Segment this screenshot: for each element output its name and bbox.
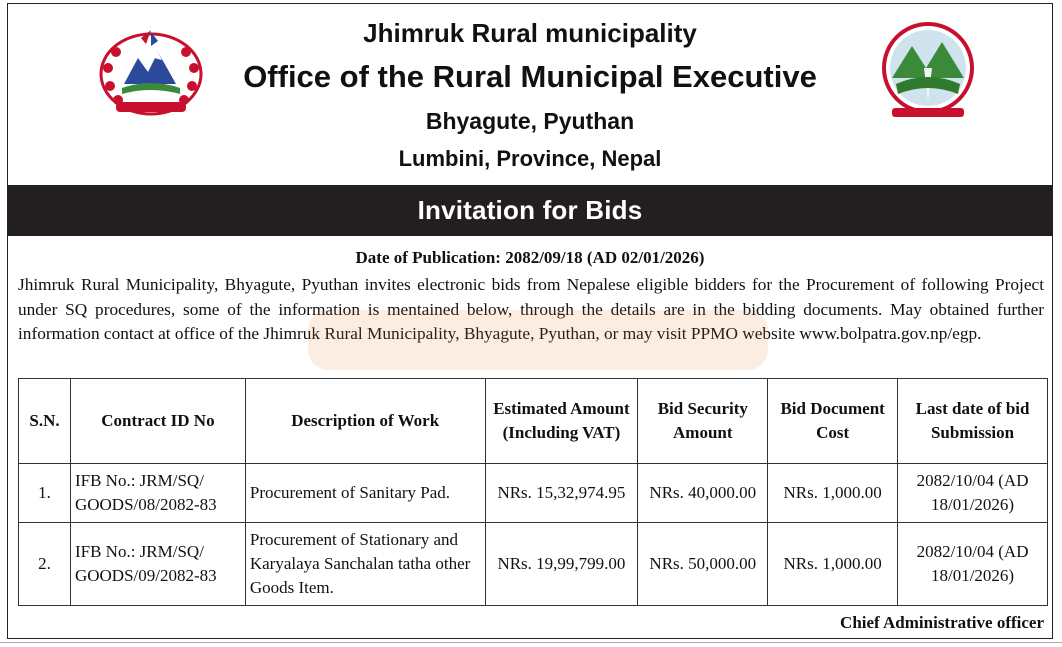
table-row bbox=[19, 464, 1048, 523]
col-header-description: Description of Work bbox=[245, 379, 485, 464]
cell-security: NRs. 40,000.00 bbox=[638, 464, 768, 523]
province-address: Lumbini, Province, Nepal bbox=[398, 146, 662, 171]
col-header-estimate: Estimated Amount (Including VAT) bbox=[485, 379, 638, 464]
cell-description: Procurement of Sanitary Pad. bbox=[245, 464, 485, 523]
table-header-row bbox=[19, 379, 1048, 464]
notice-banner: Invitation for Bids bbox=[8, 185, 1052, 236]
col-header-contract: Contract ID No bbox=[70, 379, 245, 464]
bid-table bbox=[18, 378, 1048, 606]
col-header-last-date: Last date of bid Submission bbox=[898, 379, 1048, 464]
cell-estimate: NRs. 15,32,974.95 bbox=[485, 464, 638, 523]
cell-contract: IFB No.: JRM/SQ/ GOODS/09/2082-83 bbox=[70, 523, 245, 606]
col-header-security: Bid Security Amount bbox=[638, 379, 768, 464]
cell-last-date: 2082/10/04 (AD 18/01/2026) bbox=[898, 464, 1048, 523]
office-title: Office of the Rural Municipal Executive bbox=[243, 59, 817, 94]
cell-doc-cost: NRs. 1,000.00 bbox=[768, 523, 898, 606]
municipality-name: Jhimruk Rural municipality bbox=[363, 18, 697, 48]
municipality-logo-icon bbox=[878, 22, 978, 120]
cell-estimate: NRs. 19,99,799.00 bbox=[485, 523, 638, 606]
notice-body: Jhimruk Rural Municipality, Bhyagute, Pyuthan invites electronic bids from Nepalese eligible bidders for the Procurement of following Project under SQ procedures, some of the information is mentained below, through the details are in the bidding documents. May obtained further information contact at office of the Jhimruk Rural Municipality, Bhyagute, Pyuthan, or may visit PPMO website www.bolpatra.gov.np/egp. bbox=[18, 275, 1044, 343]
table-row bbox=[19, 523, 1048, 606]
cell-contract: IFB No.: JRM/SQ/ GOODS/08/2082-83 bbox=[70, 464, 245, 523]
cell-sn: 1. bbox=[19, 464, 71, 523]
signoff-title: Chief Administrative officer bbox=[840, 613, 1044, 632]
col-header-doc-cost: Bid Document Cost bbox=[768, 379, 898, 464]
cell-description: Procurement of Stationary and Karyalaya Sanchalan tatha other Goods Item. bbox=[245, 523, 485, 606]
office-address: Bhyagute, Pyuthan bbox=[425, 108, 635, 134]
cell-last-date: 2082/10/04 (AD 18/01/2026) bbox=[898, 523, 1048, 606]
notice-frame bbox=[7, 3, 1053, 639]
cell-sn: 2. bbox=[19, 523, 71, 606]
cell-doc-cost: NRs. 1,000.00 bbox=[768, 464, 898, 523]
cell-security: NRs. 50,000.00 bbox=[638, 523, 768, 606]
notice-header bbox=[8, 4, 1052, 185]
publication-date: Date of Publication: 2082/09/18 (AD 02/01/2026) bbox=[355, 248, 705, 267]
page-bottom-divider bbox=[0, 642, 1062, 647]
col-header-sn: S.N. bbox=[19, 379, 71, 464]
